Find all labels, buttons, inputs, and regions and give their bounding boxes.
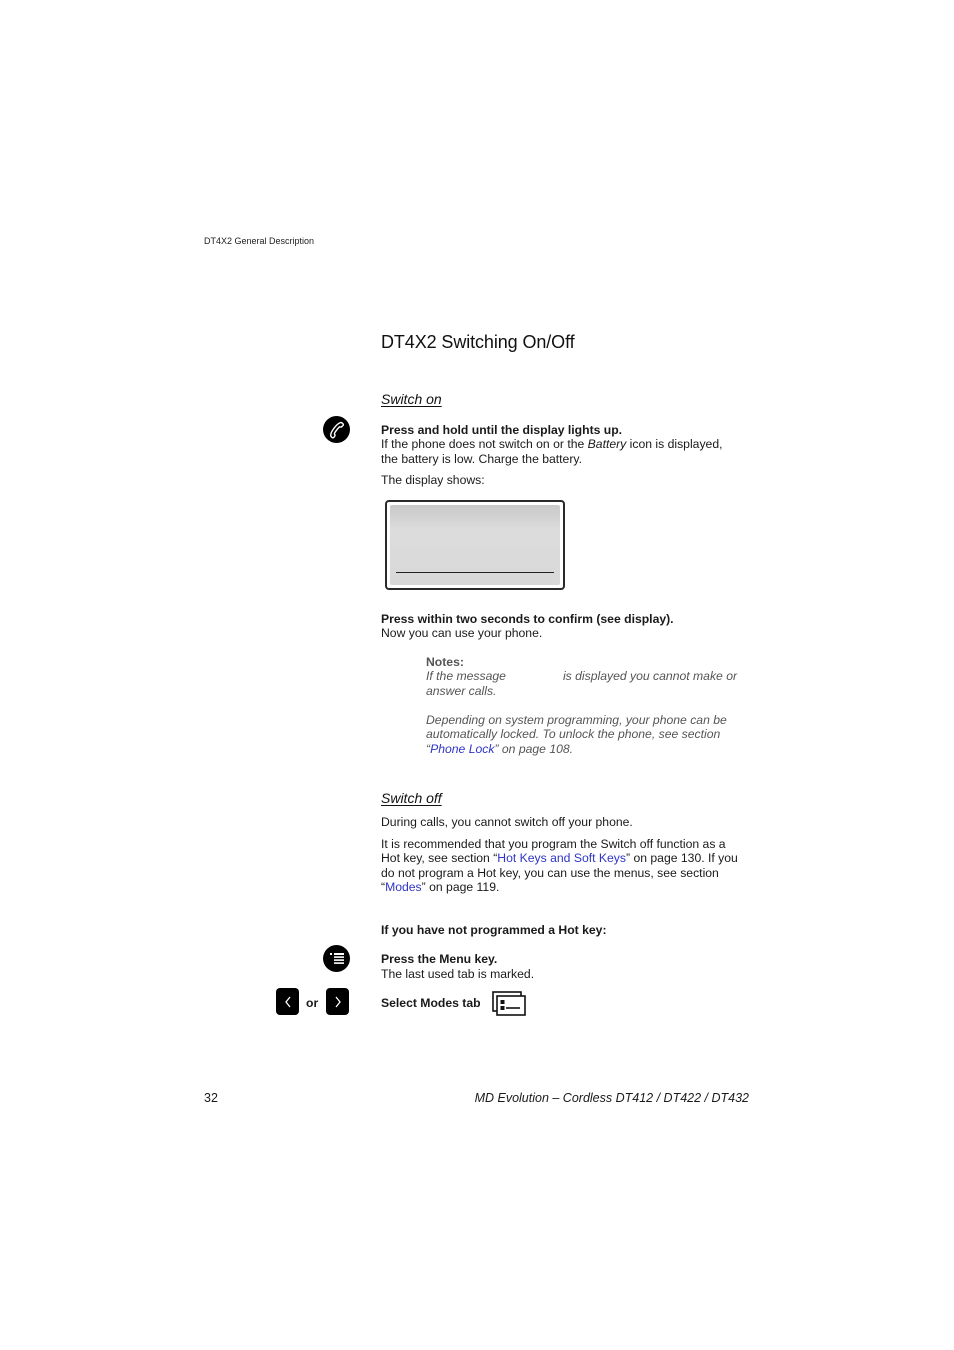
note1-line1: If the message is displayed you cannot make or	[426, 669, 738, 683]
select-modes-text: Select Modes tab	[381, 996, 481, 1010]
switch-off-para2-line1: It is recommended that you program the Switch off function as a	[381, 837, 726, 851]
note2-line1: Depending on system programming, your phone can be	[426, 713, 727, 727]
switch-off-heading: Switch off	[381, 790, 442, 806]
switch-off-para1: During calls, you cannot switch off your phone.	[381, 815, 633, 829]
hot-keys-link[interactable]: Hot Keys and Soft Keys	[497, 851, 626, 865]
note2-line3: “Phone Lock” on page 108.	[426, 742, 574, 756]
or-label: or	[306, 996, 319, 1010]
footer-doc-title: MD Evolution – Cordless DT412 / DT422 / DT432	[474, 1091, 749, 1105]
switch-on-step2-text: Now you can use your phone.	[381, 626, 543, 640]
switch-off-para2-line3: do not program a Hot key, you can use the menus, see section	[381, 866, 719, 880]
modes-tab-icon	[492, 991, 526, 1021]
notes-label: Notes:	[426, 655, 464, 669]
arrow-right-icon	[326, 988, 349, 1015]
switch-on-step2-bold: Press within two seconds to confirm (see display).	[381, 612, 674, 626]
page-number: 32	[204, 1091, 218, 1105]
switch-on-step1-text-line2: the battery is low. Charge the battery.	[381, 452, 582, 466]
switch-off-para2-line4: “Modes” on page 119.	[381, 880, 500, 894]
switch-on-step1-bold: Press and hold until the display lights up.	[381, 423, 623, 437]
modes-link[interactable]: Modes	[385, 880, 422, 894]
running-head: DT4X2 General Description	[204, 236, 315, 246]
menu-list-icon	[323, 945, 350, 972]
display-shows-text: The display shows:	[381, 473, 485, 487]
hotkey-heading: If you have not programmed a Hot key:	[381, 923, 607, 937]
switch-on-step1-text: If the phone does not switch on or the Battery icon is displayed,	[381, 437, 723, 451]
switch-off-para2-line2: Hot key, see section “Hot Keys and Soft Keys” on page 130. If you	[381, 851, 738, 865]
arrow-left-icon	[276, 988, 299, 1015]
phone-handset-icon	[323, 416, 350, 443]
page-title: DT4X2 Switching On/Off	[381, 332, 575, 352]
phone-lock-link[interactable]: Phone Lock	[430, 742, 495, 756]
menu-step-text: The last used tab is marked.	[381, 967, 535, 981]
phone-display	[385, 500, 565, 590]
display-softkey-divider	[396, 572, 554, 573]
display-screen	[390, 505, 560, 585]
switch-on-heading: Switch on	[381, 391, 442, 407]
note1-line2: answer calls.	[426, 684, 497, 698]
menu-step-bold: Press the Menu key.	[381, 952, 498, 966]
note2-line2: automatically locked. To unlock the phone, see section	[426, 727, 721, 741]
